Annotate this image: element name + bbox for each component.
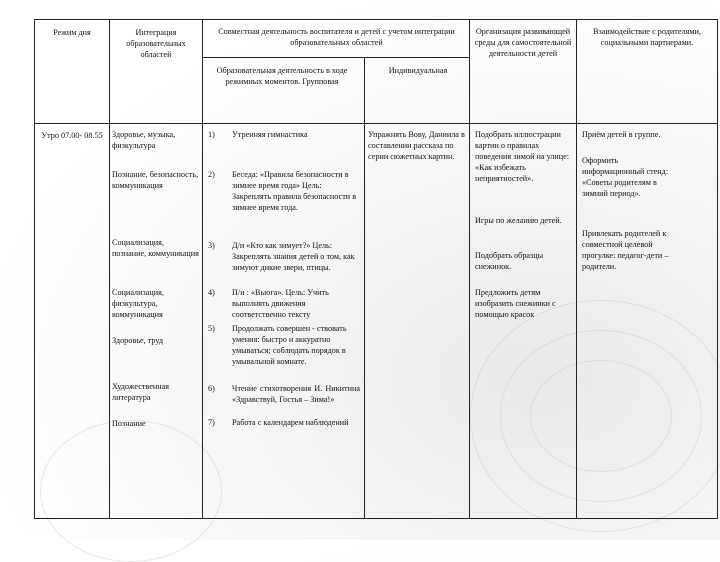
area-item: Социализация, познание, коммуникация xyxy=(112,238,199,258)
area-item: Здоровье, музыка, физкультура xyxy=(112,130,176,150)
header-environment: Организация развивающей среды для самостоятельной деятельности детей xyxy=(474,27,572,58)
header-integration: Интеграция образовательных областей xyxy=(126,28,186,59)
activity-number: 2) xyxy=(208,170,215,179)
header-interaction: Взаимодействие с родителями, социальными партнерами. xyxy=(593,27,701,47)
area-item: Здоровье, труд xyxy=(112,336,164,345)
header-joint-activity: Совместная деятельность воспитателя и детей с учетом интеграции образовательных областей xyxy=(218,27,455,47)
interaction-item: Приём детей в группе. xyxy=(582,130,661,139)
time-cell: Утро 07.00- 08.55 xyxy=(41,131,103,140)
environment-item: Подобрать иллюстрации картин о правилах поведения зимой на улице: «Как избежать неприятностей». xyxy=(475,130,570,183)
schedule-table xyxy=(34,19,718,519)
activity-number: 7) xyxy=(208,418,215,427)
area-item: Познание xyxy=(112,419,146,428)
activity-item: Чтение стихотворения И. Никитина «Здравствуй, Гостья – Зима!» xyxy=(232,384,360,404)
activity-number: 6) xyxy=(208,384,215,393)
activity-item: Беседа: «Правила безопасности в зимнее время года» Цель: Закреплять правила безопасности в зимнее время года. xyxy=(232,170,357,212)
area-item: Художественная литература xyxy=(112,382,170,402)
header-individual: Индивидуальная xyxy=(388,66,448,75)
environment-item: Игры по желанию детей. xyxy=(475,216,562,225)
activity-number: 5) xyxy=(208,324,215,333)
header-regime: Режим дня xyxy=(53,28,91,37)
activity-item: Работа с календарем наблюдений xyxy=(232,418,349,427)
activity-number: 1) xyxy=(208,130,215,139)
activity-item: П/и : «Вьюга». Цель: Учить выполнять движения соответственно тексту xyxy=(232,288,329,319)
header-educational: Образовательная деятельность в ходе режимных моментов. Групповая xyxy=(216,66,348,86)
interaction-item: Оформить информационный стенд: «Советы родителям в зимний период». xyxy=(582,156,669,198)
activity-number: 3) xyxy=(208,241,215,250)
area-item: Познание, безопасность, коммуникация xyxy=(112,170,199,190)
activity-item: Продолжать совершен - ствовать умения: быстро и аккуратно умываться; соблюдать порядок в умывальной комнате. xyxy=(232,324,347,366)
activity-item: Д/и «Кто как зимует?» Цель: Закреплять знания детей о том, как зимуют дикие звери, птицы. xyxy=(232,241,355,272)
environment-item: Предложить детям изобразить снежинки с помощью красок xyxy=(475,288,556,319)
activity-number: 4) xyxy=(208,288,215,297)
environment-item: Подобрать образцы снежинок. xyxy=(475,251,544,271)
area-item: Социализация, физкультура, коммуникация xyxy=(112,288,164,319)
interaction-item: Привлекать родителей к совместной целевой прогулке: педагог-дети – родители. xyxy=(582,229,669,271)
activity-item: Утренняя гимнастика xyxy=(232,130,308,139)
individual-cell: Упражнять Вову, Даниила в составлении рассказа по серии сюжетных картин. xyxy=(368,130,465,161)
